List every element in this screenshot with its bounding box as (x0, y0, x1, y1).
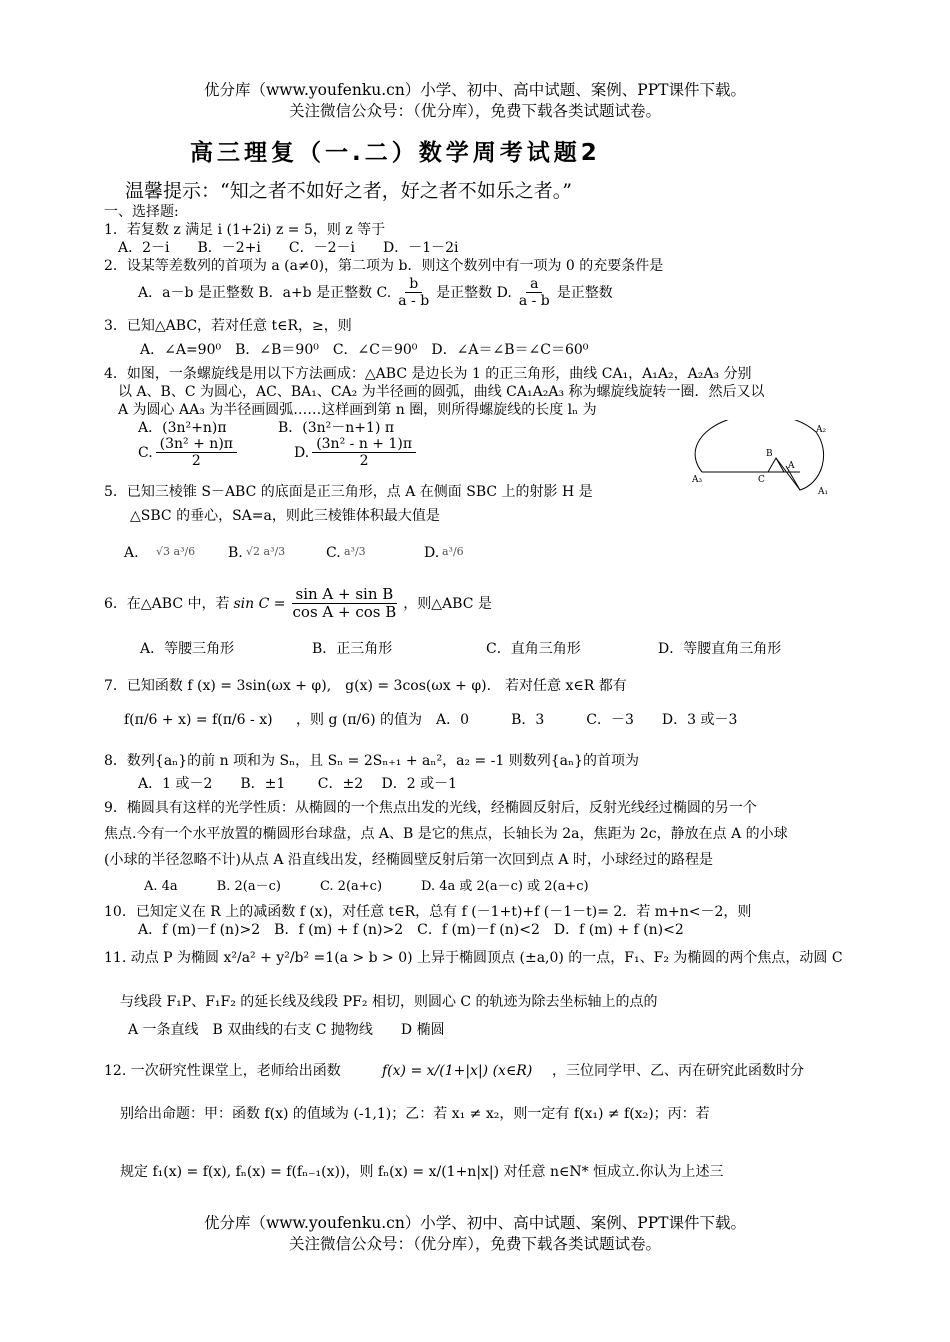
q4-line-1: 4．如图，一条螺旋线是用以下方法画成：△ABC 是边长为 1 的正三角形，曲线 CA₁，A₁A₂，A₂A₃ 分别 (104, 366, 752, 382)
q5-line-1: 5．已知三棱锥 S－ABC 的底面是正三角形，点 A 在侧面 SBC 上的射影 H 是 (104, 484, 593, 500)
q4-option-c-label: C. (138, 444, 153, 461)
q2-frac-c-den: a - b (398, 293, 430, 310)
q9-line-3: (小球的半径忽略不计)从点 A 沿直线出发，经椭圆壁反射后第一次回到点 A 时，小球经过的路程是 (104, 852, 713, 868)
footer-line-2: 关注微信公众号：（优分库），免费下载各类试题试卷。 (288, 1235, 661, 1253)
footer-line-1: 优分库（www.youfenku.cn）小学、初中、高中试题、案例、PPT课件下载。 (203, 1214, 747, 1232)
q4-option-a: A．(3n²+n)π (138, 420, 227, 436)
q2-option-mid: 是正整数 D. (436, 284, 512, 301)
q6-sin-c: sin C = (233, 595, 286, 612)
q6-stem-start: 6．在△ABC 中，若 (104, 595, 230, 612)
q9-line-2: 焦点.今有一个水平放置的椭圆形台球盘，点 A、B 是它的焦点，长轴长为 2a，焦距为 2c，静放在点 A 的小球 (104, 826, 788, 842)
q8-stem: 8．数列{aₙ}的前 n 项和为 Sₙ，且 Sₙ = 2Sₙ₊₁ + aₙ²，a₂ = -1 则数列{aₙ}的首项为 (104, 753, 639, 769)
fig-label-a: A (788, 461, 795, 471)
q11-line-2: 与线段 F₁P、F₁F₂ 的延长线及线段 PF₂ 相切，则圆心 C 的轨迹为除去坐标轴上的点的 (120, 994, 658, 1010)
q2-frac-c-num: b (405, 276, 422, 293)
q5-opt-a-label: A. (124, 545, 139, 561)
q10-options: A．f (m)－f (n)>2 B．f (m) + f (n)>2 C．f (m)－f (n)<2 D．f (m) + f (n)<2 (138, 922, 684, 938)
q4-frac-d (312, 436, 416, 469)
q6-frac-num: sin A + sin B (292, 586, 398, 604)
q4-line-2: 以 A、B、C 为圆心，AC、BA₁、CA₂ 为半径画的圆弧，曲线 CA₁A₂A₃ 称为螺旋线旋转一圈．然后又以 (118, 384, 765, 400)
q8-options: A．1 或－2 B．±1 C．±2 D．2 或－1 (138, 776, 458, 792)
q5-opt-a-value: √3 a³/6 (156, 545, 196, 558)
q2-frac-c (394, 276, 433, 309)
q4-option-b: B．(3n²－n+1) π (278, 420, 395, 436)
q3-options: A．∠A=90⁰ B．∠B＝90⁰ C．∠C＝90⁰ D．∠A＝∠B＝∠C＝60⁰ (140, 342, 589, 358)
page-title: 高三理复（一.二）数学周考试题2 (190, 140, 601, 166)
q2-stem: 2．设某等差数列的首项为 a (a≠0)，第二项为 b．则这个数列中有一项为 0 的充要条件是 (104, 258, 664, 274)
fig-label-a1: A₁ (818, 487, 829, 497)
q5-opt-d-label: D. (424, 545, 440, 561)
q7-line-1: 7．已知函数 f (x) = 3sin(ωx + φ), g(x) = 3cos(ωx + φ). 若对任意 x∈R 都有 (104, 678, 627, 694)
q12-line-2: 别给出命题：甲：函数 f(x) 的值域为 (-1,1)；乙：若 x₁ ≠ x₂，则一定有 f(x₁) ≠ f(x₂)；丙：若 (120, 1106, 710, 1122)
q12-line-1c: ，三位同学甲、乙、丙在研究此函数时分 (552, 1063, 804, 1079)
q4-frac-d-num: (3n² - n + 1)π (312, 436, 416, 453)
q2-option-end: 是正整数 (556, 284, 613, 301)
q9-line-1: 9．椭圆具有这样的光学性质：从椭圆的一个焦点出发的光线，经椭圆反射后，反射光线经过椭圆的另一个 (104, 800, 757, 816)
q4-option-d (294, 436, 419, 469)
q5-opt-b-value: √2 a³/3 (246, 545, 286, 558)
q12-line-3: 规定 f₁(x) = f(x), fₙ(x) = f(fₙ₋₁(x))，则 fₙ(x) = x/(1+n|x|) 对任意 n∈N* 恒成立.你认为上述三 (120, 1164, 724, 1180)
q9-options: A. 4a B. 2(a－c) C. 2(a+c) D. 4a 或 2(a－c) 或 2(a+c) (144, 879, 589, 894)
q6-frac (289, 586, 401, 622)
tip: 温馨提示：“知之者不如好之者，好之者不如乐之者。” (125, 180, 572, 202)
q2-frac-d-den: a - b (518, 293, 550, 310)
q4-frac-c-den: 2 (191, 453, 201, 470)
q7-options: ，则 g (π/6) 的值为 A．0 B．3 C．－3 D．3 或－3 (296, 712, 738, 728)
q1-stem: 1．若复数 z 满足 i (1+2i) z = 5，则 z 等于 (104, 222, 386, 238)
q2-frac-d-num: a (526, 276, 542, 293)
q6-opt-b: B．正三角形 (312, 641, 393, 657)
header-line-1: 优分库（www.youfenku.cn）小学、初中、高中试题、案例、PPT课件下载。 (203, 81, 747, 99)
q11-options: A 一条直线 B 双曲线的右支 C 抛物线 D 椭圆 (128, 1022, 445, 1038)
q2-frac-d (515, 276, 554, 309)
q4-option-c (138, 436, 240, 469)
q4-line-3: A 为圆心 AA₃ 为半径画圆弧……这样画到第 n 圈，则所得螺旋线的长度 lₙ 为 (118, 402, 597, 418)
q11-line-1: 11. 动点 P 为椭圆 x²/a² + y²/b² =1(a > b > 0) 上异于椭圆顶点 (±a,0) 的一点，F₁、F₂ 为椭圆的两个焦点，动圆 C (104, 950, 843, 966)
q4-frac-c-num: (3n² + n)π (156, 436, 237, 453)
fig-label-b: B (766, 449, 773, 459)
q6-stem-end: ，则△ABC 是 (403, 595, 492, 612)
fig-label-a3: A₃ (692, 475, 703, 485)
spiral-figure (688, 420, 848, 498)
q3-stem: 3．已知△ABC，若对任意 t∈R，≥，则 (104, 318, 352, 334)
section-heading: 一、选择题: (104, 204, 179, 220)
q6-frac-den: cos A + cos B (292, 603, 397, 622)
q6-opt-a: A．等腰三角形 (140, 641, 235, 657)
q2-option-ab: A．a－b 是正整数 B．a+b 是正整数 C. (138, 284, 392, 301)
header-line-2: 关注微信公众号：（优分库），免费下载各类试题试卷。 (288, 102, 661, 120)
q1-options: A．2－i B．－2+i C．－2－i D．－1－2i (118, 240, 459, 256)
q4-frac-d-den: 2 (359, 453, 369, 470)
q5-opt-c-label: C. (326, 545, 341, 561)
q4-frac-c (156, 436, 237, 469)
q6-stem (104, 586, 492, 622)
q5-line-2: △SBC 的垂心，SA=a，则此三棱锥体积最大值是 (130, 508, 440, 524)
q4-option-d-label: D. (294, 444, 310, 461)
q12-line-1a: 12. 一次研究性课堂上，老师给出函数 (104, 1063, 341, 1079)
q2-options (138, 276, 613, 309)
q6-opt-c: C．直角三角形 (486, 641, 581, 657)
fig-label-c: C (758, 475, 765, 485)
fig-label-a2: A₂ (816, 425, 827, 435)
q10-stem: 10．已知定义在 R 上的减函数 f (x)，对任意 t∈R，总有 f (－1+t)+f (－1－t)= 2．若 m+n<－2，则 (104, 904, 752, 920)
q5-opt-c-value: a³/3 (344, 545, 366, 558)
q7-condition: f(π/6 + x) = f(π/6 - x) (124, 712, 273, 728)
q5-opt-b-label: B. (228, 545, 243, 561)
q12-function: f(x) = x/(1+|x|) (x∈R) (382, 1063, 533, 1079)
q6-opt-d: D．等腰直角三角形 (658, 641, 782, 657)
q5-opt-d-value: a³/6 (442, 545, 464, 558)
